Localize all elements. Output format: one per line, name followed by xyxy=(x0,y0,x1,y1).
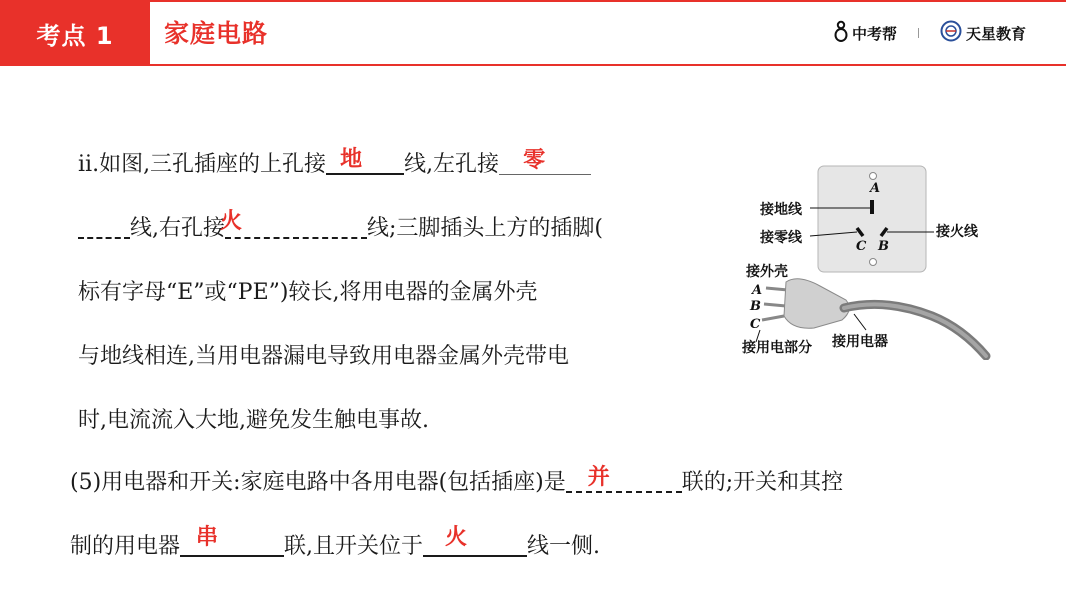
text-line-2 xyxy=(78,214,603,244)
gourd-logo-icon xyxy=(834,20,848,46)
brand-zhongkaobang xyxy=(834,20,897,46)
section-tab-label: 考点 1 xyxy=(36,21,114,50)
plug-pin-a xyxy=(766,288,788,290)
brand1-label: 中考帮 xyxy=(852,24,898,43)
socket-letter-a: A xyxy=(870,181,881,196)
answer-5: 串 xyxy=(196,525,219,550)
blank-4 xyxy=(566,465,682,493)
text-line-7 xyxy=(70,525,601,562)
answer-1: 地 xyxy=(340,147,363,172)
text-l6b: 联的;开关和其控 xyxy=(681,470,844,495)
text-l6a: (5)用电器和开关:家庭电路中各用电器(包括插座)是 xyxy=(70,470,566,495)
socket-screw-bottom xyxy=(870,259,877,266)
brand2-label: 天星教育 xyxy=(966,24,1027,43)
blank-6 xyxy=(423,525,527,557)
plug-letter-c: C xyxy=(750,317,761,332)
brand-tianxing xyxy=(940,20,1026,46)
header-bar xyxy=(0,0,1066,66)
text-l2a: 线,右孔接 xyxy=(130,216,225,241)
page-title: 家庭电路 xyxy=(164,19,269,48)
label-shell: 接外壳 xyxy=(746,264,788,280)
leader-appliance xyxy=(854,314,866,330)
socket-hole-top xyxy=(870,200,874,214)
text-line-4: 与地线相连,当用电器漏电导致用电器金属外壳带电 xyxy=(78,344,569,369)
answer-4: 并 xyxy=(587,465,610,490)
blank-5 xyxy=(180,525,284,557)
text-l7a: 制的用电器 xyxy=(70,534,181,559)
plug-letter-a: A xyxy=(752,283,763,298)
header-top-rule xyxy=(0,0,1066,2)
plug-body xyxy=(784,279,849,328)
plug-letter-b: B xyxy=(750,299,761,314)
section-tab xyxy=(0,0,150,66)
socket-screw-top xyxy=(870,173,877,180)
label-neutral: 接零线 xyxy=(760,230,802,246)
text-line-3: 标有字母“E”或“PE”)较长,将用电器的金属外壳 xyxy=(78,280,538,305)
label-ground: 接地线 xyxy=(760,202,802,218)
answer-3: 火 xyxy=(220,209,243,234)
text-l7b: 联,且开关位于 xyxy=(284,534,424,559)
tianxing-logo-icon xyxy=(940,20,962,46)
text-line-6 xyxy=(70,465,844,498)
answer-2: 零 xyxy=(523,148,546,173)
blank-2 xyxy=(499,148,591,175)
blank-3 xyxy=(225,215,367,239)
socket-letter-b: B xyxy=(878,239,889,254)
brand-divider xyxy=(918,28,919,38)
text-l1b: 线,左孔接 xyxy=(404,152,500,177)
label-appliance: 接用电器 xyxy=(832,334,888,350)
plug-pin-c xyxy=(762,316,784,320)
header-bottom-rule xyxy=(0,64,1066,66)
answer-6: 火 xyxy=(445,525,468,550)
blank-1 xyxy=(326,147,404,175)
label-live: 接火线 xyxy=(936,224,978,240)
text-l7c: 线一侧. xyxy=(527,534,601,559)
text-l1a: ⅱ.如图,三孔插座的上孔接 xyxy=(78,152,327,177)
text-line-1 xyxy=(78,147,591,180)
label-part: 接用电部分 xyxy=(742,340,812,356)
text-line-5: 时,电流流入大地,避免发生触电事故. xyxy=(78,408,429,433)
plug-pin-b xyxy=(764,304,786,306)
text-l2b: 线;三脚插头上方的插脚( xyxy=(367,216,603,241)
socket-letter-c: C xyxy=(856,239,867,254)
socket-plug-figure xyxy=(736,160,996,360)
blank-2-continued xyxy=(78,215,130,239)
